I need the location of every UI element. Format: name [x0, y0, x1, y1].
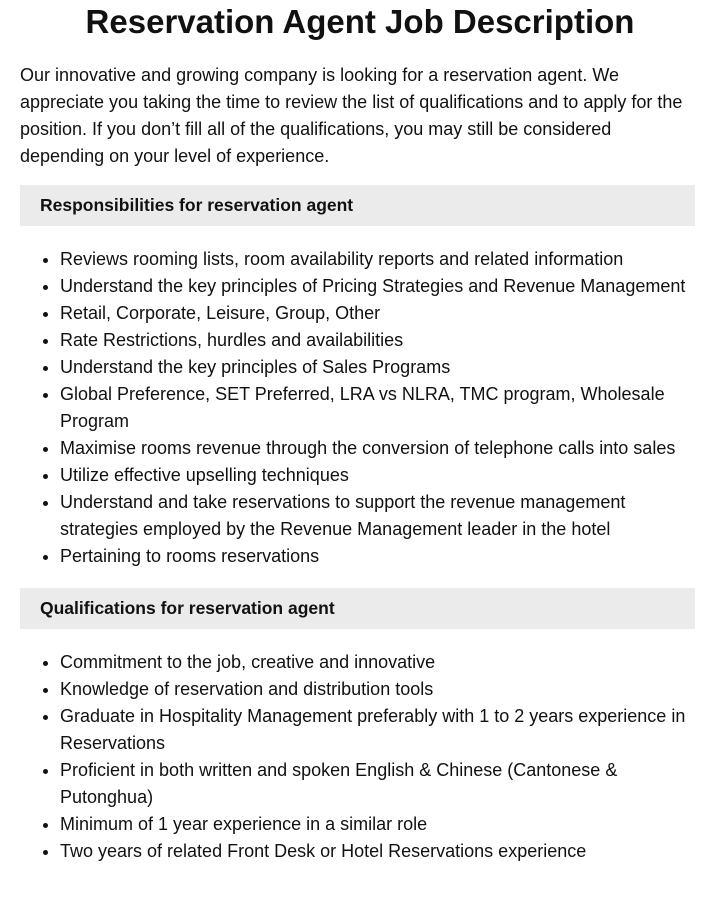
qualifications-heading: Qualifications for reservation agent: [20, 588, 695, 629]
intro-paragraph: Our innovative and growing company is looking for a reservation agent. We appreciate you taking the time to review the list of qualifications and to apply for the position. If you don’t fill all of the qualifications, you may still be considered depending on your level of experience.: [20, 65, 683, 166]
list-item: • Understand and take reservations to support the revenue management strategies employed by the Revenue Management leader in the hotel: [60, 489, 700, 543]
list-item: • Pertaining to rooms reservations: [60, 543, 700, 570]
list-item: • Maximise rooms revenue through the conversion of telephone calls into sales: [60, 435, 700, 462]
page-title: Reservation Agent Job Description: [85, 3, 635, 40]
list-item: • Rate Restrictions, hurdles and availabilities: [60, 327, 700, 354]
list-item: • Minimum of 1 year experience in a similar role: [60, 811, 700, 838]
list-item: • Understand the key principles of Sales Programs: [60, 354, 700, 381]
list-item: • Commitment to the job, creative and innovative: [60, 649, 700, 676]
list-item: • Understand the key principles of Pricing Strategies and Revenue Management: [60, 273, 700, 300]
qualifications-list: [0, 649, 700, 865]
responsibilities-list: [0, 246, 700, 570]
list-item: • Knowledge of reservation and distribution tools: [60, 676, 700, 703]
list-item: • Retail, Corporate, Leisure, Group, Other: [60, 300, 700, 327]
responsibilities-heading: Responsibilities for reservation agent: [20, 185, 695, 226]
list-item: • Two years of related Front Desk or Hotel Reservations experience: [60, 838, 700, 865]
list-item: • Reviews rooming lists, room availability reports and related information: [60, 246, 700, 273]
list-item: • Global Preference, SET Preferred, LRA vs NLRA, TMC program, Wholesale Program: [60, 381, 700, 435]
list-item: • Graduate in Hospitality Management preferably with 1 to 2 years experience in Reservations: [60, 703, 700, 757]
list-item: • Proficient in both written and spoken English & Chinese (Cantonese & Putonghua): [60, 757, 700, 811]
list-item: • Utilize effective upselling techniques: [60, 462, 700, 489]
